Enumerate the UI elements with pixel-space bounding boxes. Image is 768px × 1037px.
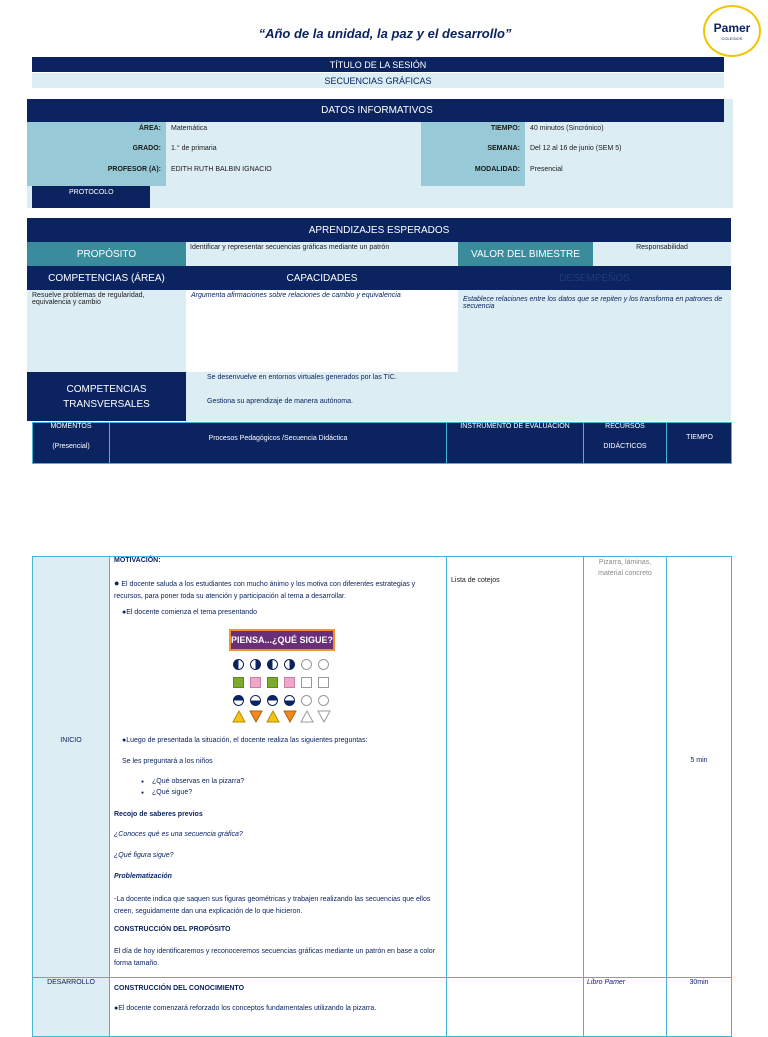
modalidad-value: Presencial [530,166,563,173]
up-triangle-icon [267,711,279,722]
motivacion-heading: MOTIVACIÓN: [114,557,161,564]
empty-circle-icon [301,659,312,670]
protocolo-label: PROTOCOLO [32,186,150,208]
split-circle-icon [233,695,244,706]
aprendizajes-heading: APRENDIZAJES ESPERADOS [27,218,731,242]
down-triangle-icon [250,711,262,722]
bullet-icon: ● [114,578,120,588]
semana-value: Del 12 al 16 de junio (SEM 5) [530,145,622,152]
desarrollo-text: El docente comenzará reforzado los conceptos fundamentales utilizando la pizarra. [118,1005,377,1012]
split-circle-sequence-row [230,692,334,704]
down-triangle-icon [284,711,296,722]
square-sequence-row [230,674,334,686]
empty-triangle-icon [318,711,330,722]
valor-bimestre-value: Responsabilidad [593,242,731,266]
half-circle-icon [233,659,244,670]
bullet-icon: ● [141,779,145,785]
competencias-area-label: COMPETENCIAS (ÁREA) [48,272,165,284]
inicio-instrumento: Lista de cotejos [451,577,500,584]
modalidad-label: MODALIDAD: [474,166,520,173]
split-circle-icon [250,695,261,706]
inicio-moment-cell [32,556,110,978]
didacticos-header: DIDÁCTICOS [603,443,647,450]
split-circle-icon [284,695,295,706]
bullet-icon: ● [114,1005,119,1012]
profesor-label: PROFESOR (A): [107,166,161,173]
empty-circle-icon [301,695,312,706]
year-title: “Año de la unidad, la paz y el desarrollo” [258,26,512,41]
desarrollo-instrumento-cell [446,977,584,1037]
green-square-icon [267,677,278,688]
problematizacion-heading: Problematización [114,873,172,880]
construccion-proposito-heading: CONSTRUCCIÓN DEL PROPÓSITO [114,926,231,933]
transversal-item-2: Gestiona su aprendizaje de manera autónoma. [207,398,353,405]
session-title-label: TÍTULO DE LA SESIÓN [32,57,724,72]
triangle-sequence-row [230,710,334,723]
desarrollo-recursos: Libro Pamer [587,979,626,986]
inicio-recursos: Pizarra, láminas, material concreto [598,559,652,577]
instrumento-header: INSTRUMENTO DE EVALUACIÓN [460,423,570,430]
up-triangle-icon [233,711,245,722]
desarrollo-paragraph [114,1005,376,1012]
empty-triangle-icon [301,711,313,722]
area-value: Matemática [171,125,208,132]
preguntas-paragraph [122,737,368,744]
question-item-1 [141,778,244,785]
capacidades-label: CAPACIDADES [286,272,358,284]
competencia-cell: Resuelve problemas de regularidad, equivalencia y cambio [27,290,186,372]
saberes-previos-heading: Recojo de saberes previos [114,811,203,818]
area-label: ÁREA: [138,125,161,132]
half-circle-icon [284,659,295,670]
datos-informativos-heading: DATOS INFORMATIVOS [27,99,727,122]
grado-value: 1.° de primaria [171,145,217,152]
profesor-value: EDITH RUTH BALBIN IGNACIO [171,166,272,173]
inicio-instrumento-cell [446,556,584,978]
bullet-icon: ● [141,790,145,796]
tiempo-label: TIEMPO: [490,125,520,132]
desarrollo-recursos-cell [583,977,667,1037]
empty-circle-icon [318,659,329,670]
proposito-label: PROPÓSITO [27,242,186,266]
inicio-recursos-cell [583,556,667,978]
desarrollo-tiempo-cell [666,977,732,1037]
presencial-header: (Presencial) [52,443,90,450]
inicio-tiempo-cell [666,556,732,978]
empty-circle-icon [318,695,329,706]
tiempo-header: TIEMPO [686,433,713,441]
logo-text: Pamer [713,21,751,35]
session-title-value: SECUENCIAS GRÁFICAS [32,73,724,88]
se-preguntara-text: Se les preguntará a los niños [122,758,213,765]
pink-square-icon [284,677,295,688]
desempeno-cell: Establece relaciones entre los datos que se repiten y los transforma en patrones de secuencia [458,290,731,372]
half-circle-icon [267,659,278,670]
question-text-2: ¿Qué sigue? [152,789,193,796]
circle-sequence-row [230,656,334,668]
procesos-header: Procesos Pedagógicos /Secuencia Didáctica [208,434,348,442]
valor-bimestre-label: VALOR DEL BIMESTRE [458,242,593,266]
motivacion-text: El docente saluda a los estudiantes con mucho ánimo y los motiva con diferentes estrategias y recursos, para poner toda su atención y participación al tema a desarrollar. [114,581,416,600]
desarrollo-tiempo: 30min [689,979,709,986]
grado-label: GRADO: [132,145,161,152]
desarrollo-moment-cell [32,977,110,1037]
empty-square-icon [301,677,312,688]
inicio-label: INICIO [60,737,82,744]
logo-subtext: COLEGIOS [721,36,743,41]
capacidad-cell: Argumenta afirmaciones sobre relaciones de cambio y equivalencia [191,292,401,299]
tiempo-value: 40 minutos (Sincrónico) [530,125,604,132]
semana-label: SEMANA: [487,145,520,152]
construccion-conocimiento-heading: CONSTRUCCIÓN DEL CONOCIMIENTO [114,985,245,992]
pamer-logo [703,5,761,57]
split-circle-icon [267,695,278,706]
triangle-sequence-icons [230,710,334,723]
question-text-1: ¿Qué observas en la pizarra? [152,778,245,785]
motivacion-paragraph [114,577,442,603]
proposito-value: Identificar y representar secuencias gráficas mediante un patrón [186,242,458,266]
inicio-tiempo: 5 min [690,757,708,764]
pink-square-icon [250,677,261,688]
half-circle-icon [250,659,261,670]
transversal-item-1: Se desenvuelve en entornos virtuales generados por las TIC. [207,374,397,381]
momentos-header: MOMENTOS [50,423,92,430]
empty-square-icon [318,677,329,688]
green-square-icon [233,677,244,688]
desempenos-label: DESEMPEÑOS [559,272,630,284]
preguntas-text: Luego de presentada la situación, el docente realiza las siguientes preguntas: [126,737,368,744]
saberes-question-2: ¿Qué figura sigue? [114,852,174,859]
piensa-puzzle-image [229,629,335,725]
problematizacion-text: -La docente indica que saquen sus figuras geométricas y trabajen realizando las secuencias que ellos creen, seguidamente dan una explicación de lo que hicieron. [114,896,431,915]
construccion-proposito-text: El día de hoy identificaremos y reconoceremos secuencias gráficas mediante un patrón en base a color forma tamaño. [114,948,436,967]
competencias-transversales-label: COMPETENCIAS TRANSVERSALES [27,372,186,421]
piensa-banner: PIENSA...¿QUÉ SIGUE? [229,629,335,651]
desarrollo-label: DESARROLLO [47,979,95,986]
presentacion-text: El docente comienza el tema presentando [126,609,257,616]
bullet-icon: ● [122,737,127,744]
recursos-header: RECURSOS [605,423,645,430]
presentacion-paragraph [122,609,257,616]
question-item-2 [141,789,192,796]
saberes-question-1: ¿Conoces qué es una secuencia gráfica? [114,831,243,838]
bullet-icon: ● [122,609,127,616]
